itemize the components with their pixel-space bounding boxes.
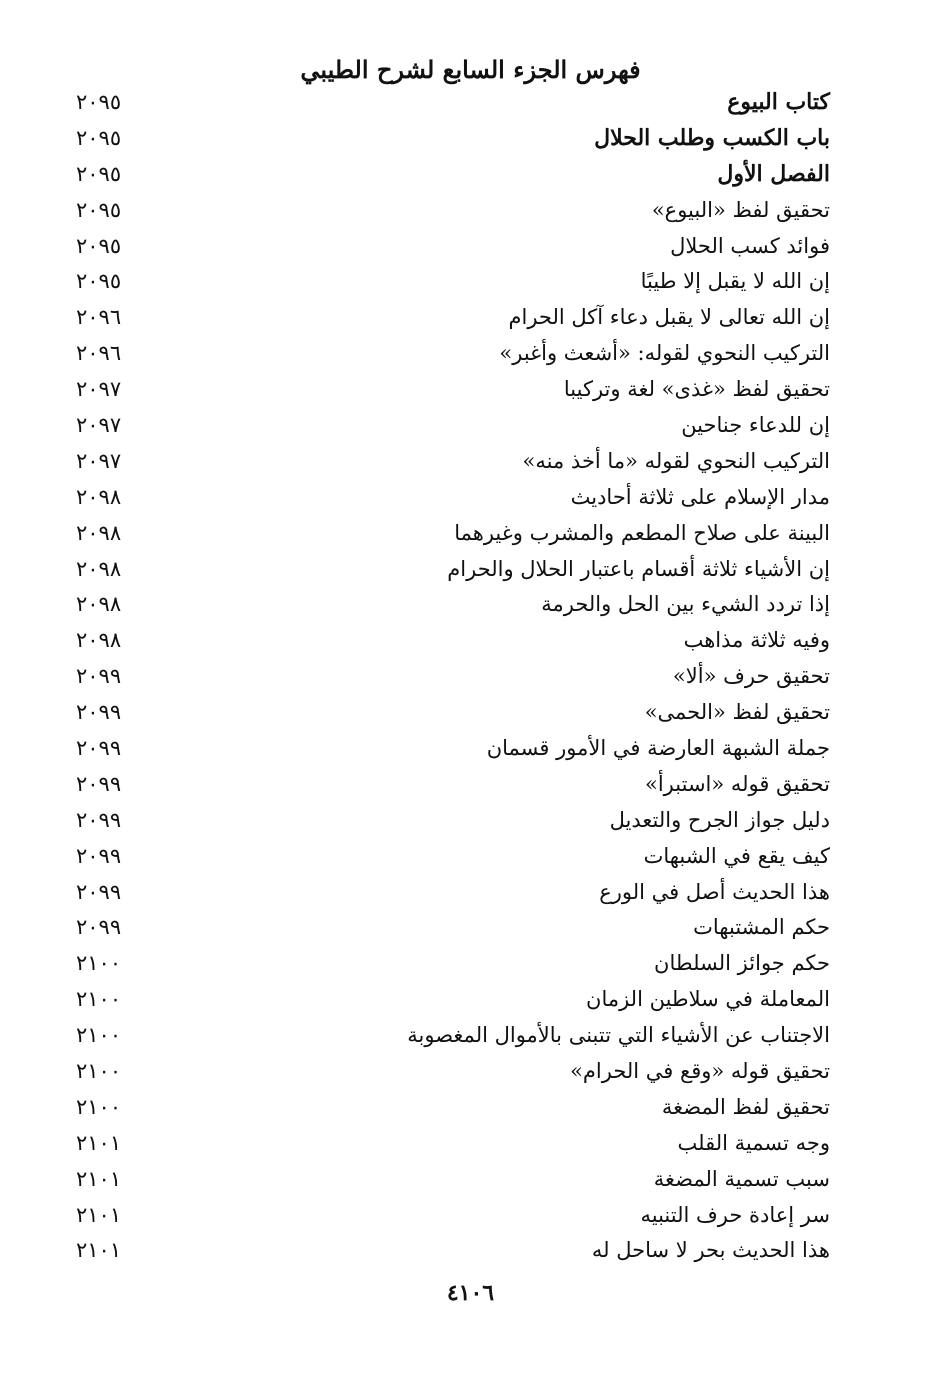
toc-entry-title: تحقيق لفظ المضغة [661, 1094, 830, 1119]
table-of-contents [70, 84, 830, 1268]
toc-entry [70, 120, 830, 156]
toc-entry-page: ٢١٠١ [76, 1130, 122, 1155]
toc-entry [70, 622, 830, 658]
toc-entry [70, 1017, 830, 1053]
toc-entry-title: تحقيق لفظ «غذى» لغة وتركيبا [563, 377, 830, 402]
toc-entry-title: سبب تسمية المضغة [653, 1166, 830, 1191]
toc-entry-page: ٢٠٩٩ [76, 664, 122, 689]
toc-entry-title: وفيه ثلاثة مذاهب [683, 628, 830, 653]
toc-entry-page: ٢٠٩٥ [76, 233, 122, 258]
toc-entry-page: ٢٠٩٩ [76, 915, 122, 940]
toc-entry-title: هذا الحديث بحر لا ساحل له [591, 1238, 830, 1263]
toc-entry-page: ٢١٠٠ [76, 951, 122, 976]
toc-entry-title: سر إعادة حرف التنبيه [640, 1202, 830, 1227]
toc-entry-title: تحقيق قوله «وقع في الحرام» [570, 1058, 830, 1083]
toc-entry [70, 1053, 830, 1089]
toc-entry-page: ٢٠٩٥ [76, 269, 122, 294]
toc-entry-title: الفصل الأول [717, 160, 830, 187]
toc-entry [70, 1197, 830, 1233]
toc-entry-page: ٢٠٩٩ [76, 700, 122, 725]
toc-entry-title: الاجتناب عن الأشياء التي تتبنى بالأموال المغصوبة [407, 1023, 830, 1048]
toc-entry-page: ٢٠٩٩ [76, 879, 122, 904]
toc-entry-page: ٢١٠٠ [76, 1023, 122, 1048]
toc-entry-page: ٢١٠٠ [76, 1058, 122, 1083]
toc-entry-page: ٢٠٩٥ [76, 197, 122, 222]
toc-entry-page: ٢١٠١ [76, 1238, 122, 1263]
toc-entry-page: ٢٠٩٨ [76, 484, 122, 509]
toc-entry-page: ٢٠٩٩ [76, 735, 122, 760]
toc-entry-title: فوائد كسب الحلال [670, 233, 830, 258]
toc-entry-title: تحقيق قوله «استبرأ» [645, 771, 830, 796]
toc-entry-title: تحقيق حرف «ألا» [672, 664, 830, 689]
toc-entry-title: إن للدعاء جناحين [681, 412, 830, 437]
toc-entry [70, 1233, 830, 1269]
toc-entry [70, 874, 830, 910]
toc-entry [70, 838, 830, 874]
toc-entry-title: المعاملة في سلاطين الزمان [586, 987, 830, 1012]
toc-entry [70, 1125, 830, 1161]
toc-entry [70, 515, 830, 551]
toc-entry-page: ٢١٠٠ [76, 1094, 122, 1119]
page-title: فهرس الجزء السابع لشرح الطيبي [300, 55, 641, 84]
toc-entry-page: ٢٠٩٦ [76, 305, 122, 330]
page-number: ٤١٠٦ [446, 1280, 495, 1306]
toc-entry [70, 945, 830, 981]
toc-entry-page: ٢١٠١ [76, 1202, 122, 1227]
toc-entry [70, 479, 830, 515]
toc-entry-page: ٢٠٩٨ [76, 556, 122, 581]
toc-entry-title: إن الله تعالى لا يقبل دعاء آكل الحرام [508, 305, 830, 330]
toc-entry-title: إن الله لا يقبل إلا طيبًا [640, 269, 830, 294]
toc-entry-title: كيف يقع في الشبهات [643, 843, 830, 868]
toc-entry-title: التركيب النحوي لقوله: «أشعث وأغبر» [499, 341, 830, 366]
toc-entry-page: ٢١٠١ [76, 1166, 122, 1191]
toc-entry-page: ٢٠٩٧ [76, 377, 122, 402]
toc-entry [70, 694, 830, 730]
toc-entry-page: ٢٠٩٩ [76, 771, 122, 796]
toc-entry [70, 981, 830, 1017]
toc-entry [70, 371, 830, 407]
toc-entry [70, 84, 830, 120]
toc-entry [70, 299, 830, 335]
toc-entry [70, 1161, 830, 1197]
toc-entry [70, 1089, 830, 1125]
toc-entry-page: ٢٠٩٩ [76, 843, 122, 868]
toc-entry-page: ٢٠٩٥ [76, 89, 122, 114]
toc-entry [70, 658, 830, 694]
toc-entry [70, 443, 830, 479]
toc-entry [70, 192, 830, 228]
toc-entry [70, 586, 830, 622]
toc-entry-title: إذا تردد الشيء بين الحل والحرمة [541, 592, 830, 617]
toc-entry-page: ٢٠٩٧ [76, 448, 122, 473]
toc-entry [70, 909, 830, 945]
toc-entry-page: ٢٠٩٥ [76, 125, 122, 150]
toc-entry [70, 766, 830, 802]
toc-entry [70, 407, 830, 443]
toc-entry-title: باب الكسب وطلب الحلال [594, 124, 830, 151]
toc-entry-page: ٢٠٩٧ [76, 412, 122, 437]
toc-entry [70, 263, 830, 299]
toc-entry-title: إن الأشياء ثلاثة أقسام باعتبار الحلال والحرام [447, 556, 830, 581]
toc-entry-title: جملة الشبهة العارضة في الأمور قسمان [486, 735, 830, 760]
toc-entry-title: التركيب النحوي لقوله «ما أخذ منه» [522, 448, 830, 473]
toc-entry-title: وجه تسمية القلب [677, 1130, 830, 1155]
toc-entry [70, 335, 830, 371]
toc-entry-page: ٢٠٩٨ [76, 520, 122, 545]
toc-entry-title: تحقيق لفظ «الحمى» [644, 700, 830, 725]
toc-entry [70, 802, 830, 838]
toc-entry [70, 228, 830, 264]
toc-entry-page: ٢٠٩٦ [76, 341, 122, 366]
toc-entry-title: كتاب البيوع [727, 88, 830, 115]
toc-entry-title: حكم جوائز السلطان [654, 951, 830, 976]
toc-entry-page: ٢٠٩٥ [76, 161, 122, 186]
toc-entry [70, 156, 830, 192]
toc-entry [70, 730, 830, 766]
toc-entry-page: ٢٠٩٨ [76, 628, 122, 653]
toc-entry-title: البينة على صلاح المطعم والمشرب وغيرهما [454, 520, 830, 545]
toc-entry-page: ٢١٠٠ [76, 987, 122, 1012]
toc-entry-title: دليل جواز الجرح والتعديل [609, 807, 830, 832]
toc-entry-title: حكم المشتبهات [693, 915, 830, 940]
toc-entry-title: مدار الإسلام على ثلاثة أحاديث [570, 484, 830, 509]
toc-entry-title: تحقيق لفظ «البيوع» [651, 197, 830, 222]
toc-entry [70, 551, 830, 587]
toc-entry-title: هذا الحديث أصل في الورع [599, 879, 830, 904]
toc-entry-page: ٢٠٩٨ [76, 592, 122, 617]
toc-entry-page: ٢٠٩٩ [76, 807, 122, 832]
